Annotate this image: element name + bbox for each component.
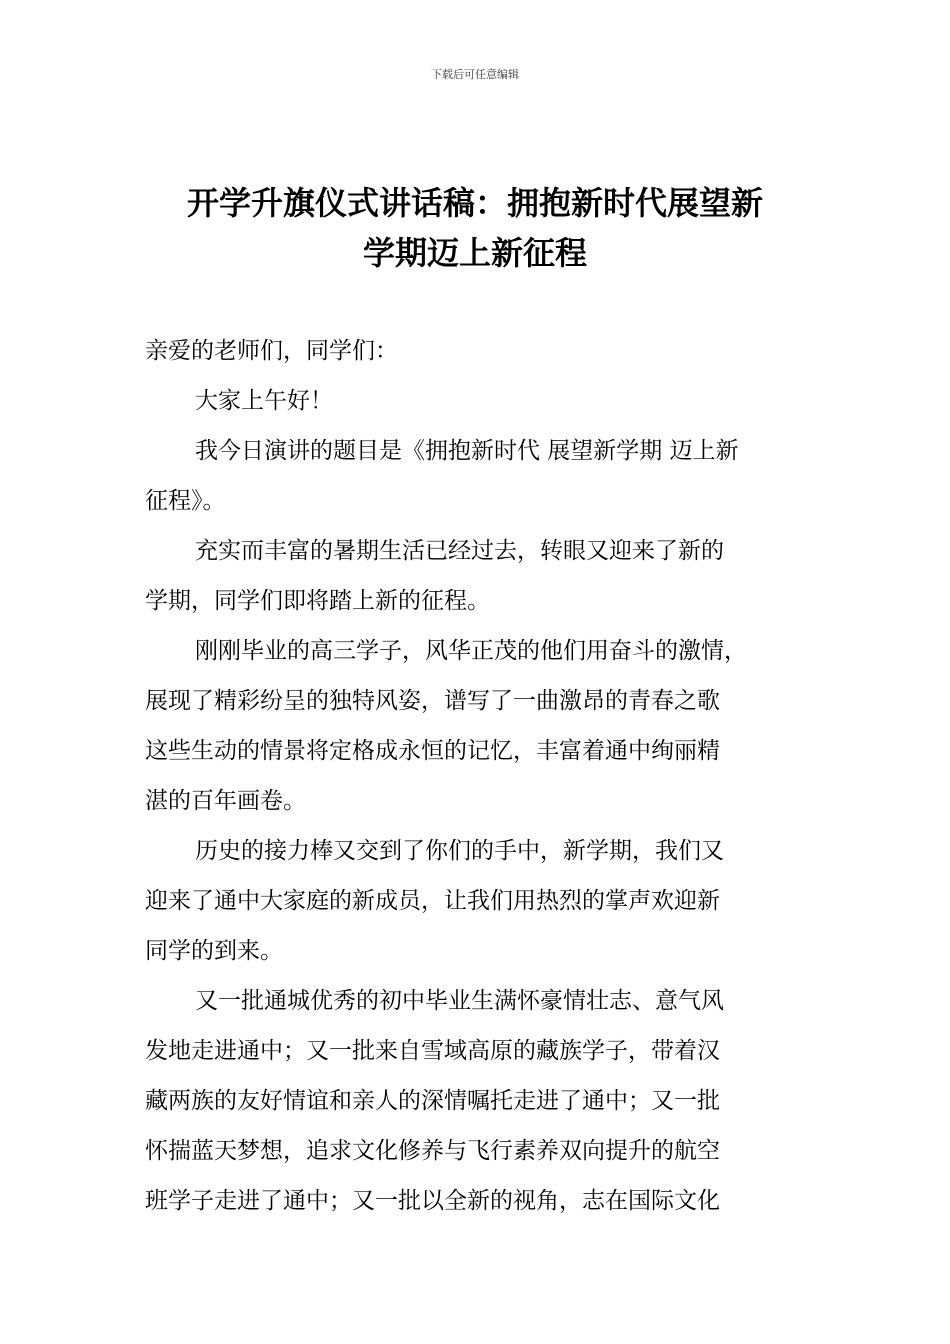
text-line: 怀揣蓝天梦想，追求文化修养与飞行素养双向提升的航空	[145, 1138, 720, 1164]
text-line: 展现了精彩纷呈的独特风姿，谱写了一曲激昂的青春之歌	[145, 688, 720, 714]
text-line: 充实而丰富的暑期生活已经过去，转眼又迎来了新的	[195, 538, 724, 564]
text-line: 历史的接力棒又交到了你们的手中，新学期，我们又	[195, 838, 724, 864]
body-text	[145, 326, 810, 1226]
text-line: 刚刚毕业的高三学子，风华正茂的他们用奋斗的激情，	[195, 638, 747, 664]
text-line: 同学的到来。	[145, 938, 283, 964]
text-line: 这些生动的情景将定格成永恒的记忆，丰富着通中绚丽精	[145, 738, 720, 764]
header-note: 下载后可任意编辑	[431, 68, 519, 81]
title-line-1: 开学升旗仪式讲话稿：拥抱新时代展望新	[186, 184, 763, 222]
text-line: 我今日演讲的题目是《拥抱新时代 展望新学期 迈上新	[195, 438, 739, 464]
text-line: 学期，同学们即将踏上新的征程。	[145, 588, 490, 614]
salutation-line: 亲爱的老师们，同学们：	[145, 338, 398, 364]
text-line: 湛的百年画卷。	[145, 788, 306, 814]
greeting-line: 大家上午好！	[195, 388, 333, 414]
text-line: 发地走进通中；又一批来自雪域高原的藏族学子，带着汉	[145, 1038, 720, 1064]
text-line: 班学子走进了通中；又一批以全新的视角，志在国际文化	[145, 1188, 720, 1214]
text-line: 征程》。	[145, 488, 226, 514]
text-line: 藏两族的友好情谊和亲人的深情嘱托走进了通中；又一批	[145, 1088, 720, 1114]
text-line: 又一批通城优秀的初中毕业生满怀豪情壮志、意气风	[195, 988, 724, 1014]
document-title	[120, 178, 830, 278]
title-line-2: 学期迈上新征程	[362, 234, 587, 272]
text-line: 迎来了通中大家庭的新成员，让我们用热烈的掌声欢迎新	[145, 888, 720, 914]
